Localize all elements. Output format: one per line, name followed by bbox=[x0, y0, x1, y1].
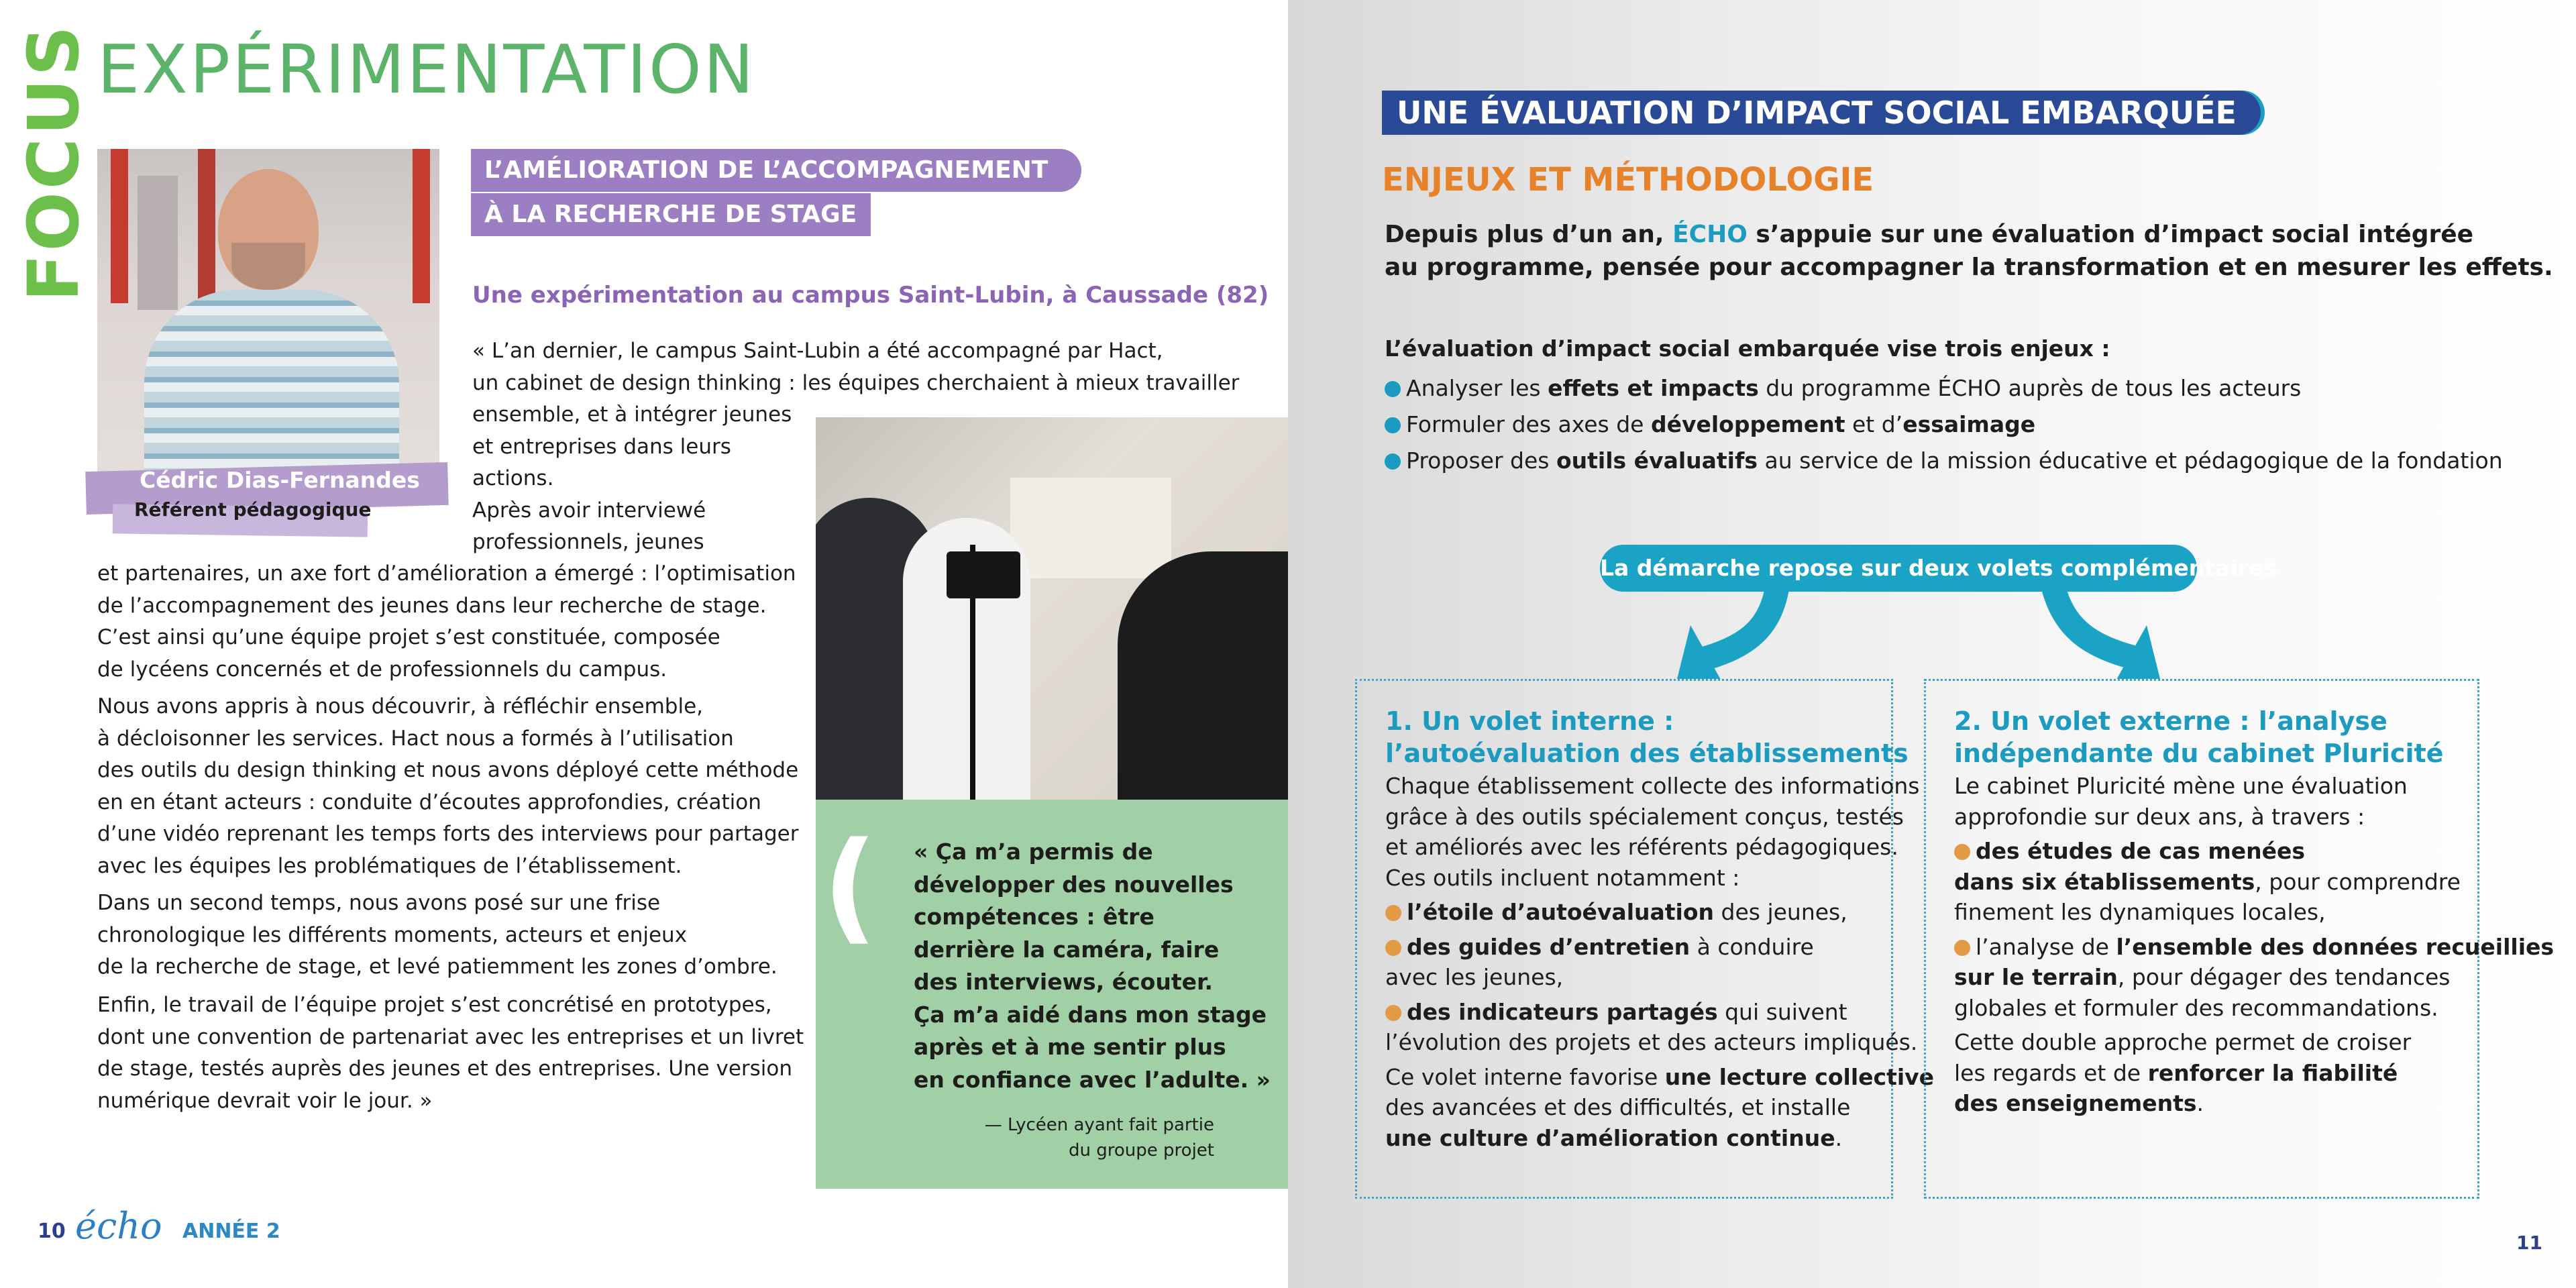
aims-heading: L’évaluation d’impact social embarquée vise trois enjeux : bbox=[1385, 335, 2110, 362]
list-item: Proposer des outils évaluatifs au service de la mission éducative et pédagogique de la fondation bbox=[1385, 443, 2503, 479]
aims-list bbox=[1385, 370, 2503, 479]
split-arrows-icon bbox=[1677, 585, 2160, 679]
section-subheading: Une expérimentation au campus Saint-Lubin, à Caussade (82) bbox=[472, 282, 1269, 309]
focus-label: FOCUS bbox=[13, 23, 95, 302]
portrait-role: Référent pédagogique bbox=[134, 498, 372, 521]
bullet-icon bbox=[1385, 417, 1401, 433]
body-text-block4: Nous avons appris à nous découvrir, à réfléchir ensemble, à décloisonner les services. Hact nous a formés à l’utilisation des outils du design thinking et nous avons déployé cette méthode en en étant acteurs : conduite d’écoutes approfondies, création d’une vidéo reprenant les temps forts des interviews pour partager avec les équipes les problématiques de l’établissement. bbox=[97, 694, 799, 878]
external-body: Le cabinet Pluricité mène une évaluation approfondie sur deux ans, à travers : des études de cas menées dans six établissements, pour comprendre finement les dynamiques locales, l’analyse de l’ensemble des données recueillies sur le terrain, pour dégager des tendances globales et formuler des recommandations. Cette double approche permet de croiser les regards et de renforcer la fiabilité des enseignements. bbox=[1954, 773, 2555, 1116]
bullet-icon bbox=[1385, 940, 1401, 956]
page-number-left: 10 bbox=[38, 1220, 66, 1243]
external-title: 2. Un volet externe : l’analyse indépendante du cabinet Pluricité bbox=[1954, 706, 2444, 768]
bullet-icon bbox=[1385, 381, 1401, 397]
internal-body: Chaque établissement collecte des informations grâce à des outils spécialement conçus, testés et améliorés avec les référents pédagogiques. Ces outils incluent notamment : l’étoile d’autoévaluation des jeunes, des guides d’entretien à conduire avec les jeunes, des indicateurs partagés qui suivent l’évolution des projets et des acteurs impliqués. Ce volet interne favorise une lecture collective des avancées et des difficultés, et installe une culture d’amélioration continue. bbox=[1385, 773, 1935, 1151]
internal-title: 1. Un volet interne : l’autoévaluation des établissements bbox=[1385, 706, 1909, 768]
bullet-icon bbox=[1385, 905, 1401, 921]
body-text-block3: et partenaires, un axe fort d’amélioration a émergé : l’optimisation de l’accompagnement des jeunes dans leur recherche de stage. C’est ainsi qu’une équipe projet s’est constituée, composée de lycéens concernés et de professionnels du campus. bbox=[97, 561, 796, 682]
section-title: ENJEUX ET MÉTHODOLOGIE bbox=[1382, 161, 1874, 199]
echo-logo: écho bbox=[75, 1205, 162, 1247]
bullet-icon bbox=[1954, 940, 1970, 956]
quote-mark-icon: ( bbox=[822, 816, 878, 957]
page-title: EXPÉRIMENTATION bbox=[97, 30, 756, 109]
quote-source: — Lycéen ayant fait partie du groupe projet bbox=[984, 1115, 1214, 1161]
body-text-block2: ensemble, et à intégrer jeunes et entreprises dans leurs actions. Après avoir interviewé professionnels, jeunes bbox=[472, 402, 792, 554]
quote-text: « Ça m’a permis de développer des nouvelles compétences : être derrière la caméra, faire des interviews, écouter. Ça m’a aidé dans mon stage après et à me sentir plus en confiance avec l’adulte. » bbox=[914, 839, 1271, 1093]
section-heading-line1: L’AMÉLIORATION DE L’ACCOMPAGNEMENT bbox=[471, 149, 1081, 192]
year-label: ANNÉE 2 bbox=[182, 1220, 280, 1243]
external-component-box bbox=[1924, 679, 2555, 1199]
banner-title: UNE ÉVALUATION D’IMPACT SOCIAL EMBARQUÉE bbox=[1382, 91, 2261, 135]
section-heading-line2: À LA RECHERCHE DE STAGE bbox=[471, 193, 871, 236]
list-item: Analyser les effets et impacts du programme ÉCHO auprès de tous les acteurs bbox=[1385, 370, 2503, 407]
portrait-caption bbox=[86, 463, 448, 542]
approach-pill: La démarche repose sur deux volets complémentaires bbox=[1600, 545, 2197, 592]
portrait-photo bbox=[97, 149, 439, 488]
portrait-name: Cédric Dias-Fernandes bbox=[140, 467, 420, 493]
right-page bbox=[1288, 0, 2576, 1288]
quote-box bbox=[816, 800, 1288, 1189]
bullet-icon bbox=[1954, 844, 1970, 860]
page-number-right: 11 bbox=[2516, 1232, 2542, 1254]
intro-text: Depuis plus d’un an, ÉCHO s’appuie sur une évaluation d’impact social intégrée au programme, pensée pour accompagner la transformation et en mesurer les effets. bbox=[1385, 221, 2553, 281]
body-text-block5: Dans un second temps, nous avons posé sur une frise chronologique les différents moments, acteurs et enjeux de la recherche de stage, et levé patiemment les zones d’ombre. bbox=[97, 891, 777, 979]
list-item: Formuler des axes de développement et d’essaimage bbox=[1385, 407, 2503, 443]
group-photo bbox=[816, 417, 1288, 800]
bullet-icon bbox=[1385, 453, 1401, 470]
bullet-icon bbox=[1385, 1005, 1401, 1021]
body-text-block6: Enfin, le travail de l’équipe projet s’est concrétisé en prototypes, dont une convention de partenariat avec les entreprises et un livret de stage, testés auprès des jeunes et des entreprises. Une version numérique devrait voir le jour. » bbox=[97, 993, 804, 1113]
body-text-block1: « L’an dernier, le campus Saint-Lubin a été accompagné par Hact, un cabinet de design thinking : les équipes cherchaient à mieux travailler bbox=[472, 339, 1240, 395]
internal-component-box bbox=[1355, 679, 1935, 1199]
